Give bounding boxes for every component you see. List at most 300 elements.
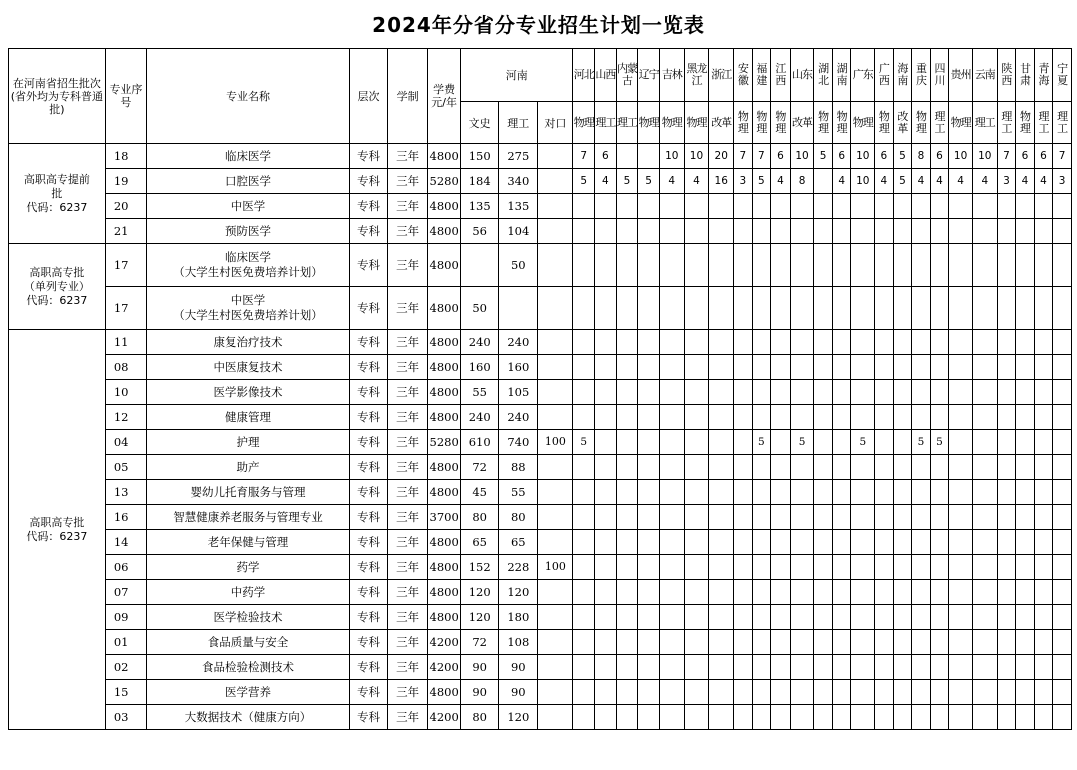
province-quota [1053, 605, 1072, 630]
province-quota [930, 244, 949, 287]
batch-line: 高职高专批 [29, 265, 85, 279]
level: 专科 [349, 287, 387, 330]
province-quota: 6 [875, 144, 894, 169]
major-name [147, 630, 350, 655]
province-quota [851, 605, 875, 630]
province-quota [875, 505, 894, 530]
province-quota [771, 219, 791, 244]
province-quota [912, 705, 931, 730]
province-quota [595, 430, 617, 455]
fee: 4800 [428, 219, 461, 244]
province-quota [709, 705, 734, 730]
major-name-text: 医学影像技术 [213, 384, 283, 399]
fee: 5280 [428, 430, 461, 455]
province-quota [814, 455, 833, 480]
province-quota: 6 [1016, 144, 1035, 169]
province-quota [709, 530, 734, 555]
enrollment-plan-table [8, 48, 1072, 730]
province-quota [684, 380, 709, 405]
province-quota [752, 505, 771, 530]
province-quota [709, 355, 734, 380]
province-quota [638, 555, 660, 580]
province-quota [595, 287, 617, 330]
province-quota [709, 380, 734, 405]
province-quota [638, 680, 660, 705]
major-name-text: 婴幼儿托育服务与管理 [190, 484, 306, 499]
province-quota [972, 405, 997, 430]
major-name-text: 食品检验检测技术 [201, 659, 294, 674]
province-quota [1034, 355, 1053, 380]
province-quota [573, 287, 595, 330]
province-quota: 6 [595, 144, 617, 169]
province-quota [595, 555, 617, 580]
major-seq: 06 [105, 555, 146, 580]
province-quota [972, 380, 997, 405]
province-quota [684, 430, 709, 455]
province-quota [814, 655, 833, 680]
province-quota [734, 330, 753, 355]
province-quota: 10 [790, 144, 814, 169]
province-quota [573, 405, 595, 430]
table-row [9, 505, 1072, 530]
major-name-text: 中药学 [230, 584, 266, 599]
province-quota [912, 330, 931, 355]
province-quota [1053, 455, 1072, 480]
province-quota [949, 194, 973, 219]
province-quota [972, 430, 997, 455]
level: 专科 [349, 530, 387, 555]
province-quota [1053, 219, 1072, 244]
henan-ligong: 80 [499, 505, 538, 530]
province-quota [912, 380, 931, 405]
province-quota [997, 330, 1016, 355]
henan-duikou [538, 605, 573, 630]
header-province: 湖北 [814, 49, 833, 102]
province-quota [1034, 405, 1053, 430]
page-title: 2024年分省分专业招生计划一览表 [372, 13, 705, 37]
province-quota [709, 655, 734, 680]
province-quota [949, 405, 973, 430]
province-quota [875, 580, 894, 605]
province-quota [616, 380, 638, 405]
province-quota [997, 355, 1016, 380]
province-quota [997, 380, 1016, 405]
province-quota [752, 405, 771, 430]
province-quota [997, 705, 1016, 730]
header-province: 内蒙古 [616, 49, 638, 102]
province-quota [832, 505, 851, 530]
province-quota [573, 605, 595, 630]
henan-wenshi: 152 [461, 555, 499, 580]
major-name-text: 药学 [236, 559, 260, 574]
henan-ligong [499, 287, 538, 330]
header-province: 江西 [771, 49, 791, 102]
major-seq: 12 [105, 405, 146, 430]
level: 专科 [349, 169, 387, 194]
province-quota [709, 330, 734, 355]
province-quota [684, 630, 709, 655]
years: 三年 [388, 380, 428, 405]
province-quota [1053, 580, 1072, 605]
province-quota [893, 244, 912, 287]
header-province: 重庆 [912, 49, 931, 102]
province-quota [1034, 505, 1053, 530]
province-quota [659, 405, 684, 430]
henan-wenshi: 80 [461, 505, 499, 530]
province-quota: 6 [832, 144, 851, 169]
years: 三年 [388, 194, 428, 219]
major-name-text: 临床医学 [224, 148, 271, 163]
header-province-subject: 物理 [734, 102, 753, 144]
province-quota [790, 380, 814, 405]
province-quota [638, 530, 660, 555]
province-quota [1053, 380, 1072, 405]
years: 三年 [388, 219, 428, 244]
province-quota [851, 705, 875, 730]
province-quota: 10 [972, 144, 997, 169]
major-name [147, 555, 350, 580]
province-quota [949, 505, 973, 530]
province-quota [875, 705, 894, 730]
province-quota [1034, 630, 1053, 655]
header-province-subject: 理工 [616, 102, 638, 144]
province-quota: 5 [912, 430, 931, 455]
province-quota [790, 505, 814, 530]
table-row [9, 455, 1072, 480]
province-quota [684, 219, 709, 244]
header-province-subject: 理工 [972, 102, 997, 144]
fee: 4800 [428, 330, 461, 355]
province-quota [790, 355, 814, 380]
province-quota [972, 287, 997, 330]
header-years: 学制 [388, 49, 428, 144]
province-quota [659, 287, 684, 330]
province-quota [638, 244, 660, 287]
province-quota [1053, 405, 1072, 430]
province-quota [972, 705, 997, 730]
table-row [9, 530, 1072, 555]
province-quota [912, 287, 931, 330]
fee: 4800 [428, 287, 461, 330]
province-quota [616, 430, 638, 455]
province-quota: 8 [790, 169, 814, 194]
province-quota [832, 480, 851, 505]
province-quota [997, 630, 1016, 655]
province-quota [832, 630, 851, 655]
province-quota: 7 [752, 144, 771, 169]
province-quota [893, 380, 912, 405]
province-quota [972, 194, 997, 219]
province-quota [595, 330, 617, 355]
header-province: 四川 [930, 49, 949, 102]
province-quota [912, 244, 931, 287]
province-quota [659, 505, 684, 530]
province-quota [851, 655, 875, 680]
province-quota [949, 705, 973, 730]
years: 三年 [388, 144, 428, 169]
batch-line: 高职高专提前 [23, 172, 90, 186]
province-quota [616, 705, 638, 730]
henan-ligong: 275 [499, 144, 538, 169]
header-province-subject: 物理 [912, 102, 931, 144]
province-quota [949, 430, 973, 455]
major-name [147, 380, 350, 405]
province-quota [752, 655, 771, 680]
henan-duikou [538, 680, 573, 705]
henan-wenshi: 135 [461, 194, 499, 219]
major-name-text: 中医学 [230, 293, 266, 307]
province-quota [814, 630, 833, 655]
province-quota [771, 244, 791, 287]
province-quota [790, 287, 814, 330]
province-quota [832, 244, 851, 287]
header-province-subject: 改革 [893, 102, 912, 144]
province-quota: 4 [949, 169, 973, 194]
province-quota [709, 244, 734, 287]
henan-wenshi: 184 [461, 169, 499, 194]
header-henan-col: 对口 [538, 102, 573, 144]
province-quota [814, 330, 833, 355]
province-quota [832, 219, 851, 244]
header-province: 海南 [893, 49, 912, 102]
province-quota: 5 [573, 169, 595, 194]
province-quota [659, 219, 684, 244]
province-quota [771, 330, 791, 355]
province-quota [616, 655, 638, 680]
province-quota [972, 680, 997, 705]
fee: 4800 [428, 455, 461, 480]
province-quota [734, 655, 753, 680]
batch-cell [9, 244, 106, 330]
province-quota: 4 [972, 169, 997, 194]
province-quota [790, 630, 814, 655]
province-quota [659, 430, 684, 455]
province-quota [1016, 655, 1035, 680]
province-quota [893, 655, 912, 680]
province-quota [930, 405, 949, 430]
major-seq: 15 [105, 680, 146, 705]
batch-line: 代码：6237 [26, 529, 88, 543]
province-quota [573, 655, 595, 680]
province-quota [875, 194, 894, 219]
province-quota [832, 405, 851, 430]
province-quota [930, 680, 949, 705]
header-province: 陕西 [997, 49, 1016, 102]
header-batch: 在河南省招生批次(省外均为专科普通批) [9, 49, 106, 144]
province-quota [573, 219, 595, 244]
province-quota [659, 655, 684, 680]
major-name [147, 144, 350, 169]
henan-wenshi: 72 [461, 455, 499, 480]
henan-ligong: 160 [499, 355, 538, 380]
province-quota [997, 219, 1016, 244]
header-province-subject: 物理 [573, 102, 595, 144]
major-seq: 21 [105, 219, 146, 244]
fee: 4200 [428, 705, 461, 730]
province-quota [1016, 580, 1035, 605]
header-province-subject: 物理 [771, 102, 791, 144]
henan-wenshi: 610 [461, 430, 499, 455]
province-quota [832, 655, 851, 680]
level: 专科 [349, 705, 387, 730]
province-quota [930, 655, 949, 680]
province-quota [659, 480, 684, 505]
province-quota [1034, 480, 1053, 505]
province-quota [972, 355, 997, 380]
henan-ligong: 90 [499, 680, 538, 705]
province-quota [638, 580, 660, 605]
province-quota [893, 219, 912, 244]
province-quota [659, 194, 684, 219]
major-name [147, 455, 350, 480]
table-row [9, 330, 1072, 355]
henan-duikou [538, 655, 573, 680]
province-quota [851, 630, 875, 655]
province-quota [734, 630, 753, 655]
province-quota [814, 169, 833, 194]
province-quota [1016, 455, 1035, 480]
years: 三年 [388, 455, 428, 480]
province-quota: 4 [659, 169, 684, 194]
header-province-subject: 理工 [930, 102, 949, 144]
province-quota [709, 405, 734, 430]
province-quota: 5 [930, 430, 949, 455]
province-quota [912, 194, 931, 219]
table-row [9, 580, 1072, 605]
province-quota [930, 630, 949, 655]
province-quota [930, 705, 949, 730]
province-quota: 10 [659, 144, 684, 169]
province-quota: 8 [912, 144, 931, 169]
province-quota [790, 555, 814, 580]
fee: 4800 [428, 244, 461, 287]
header-province-subject: 物理 [814, 102, 833, 144]
table-row [9, 144, 1072, 169]
major-name [147, 480, 350, 505]
major-name [147, 194, 350, 219]
province-quota [709, 194, 734, 219]
province-quota: 6 [930, 144, 949, 169]
province-quota [930, 480, 949, 505]
province-quota [1034, 530, 1053, 555]
henan-ligong: 240 [499, 405, 538, 430]
major-name-text: 助产 [236, 459, 260, 474]
years: 三年 [388, 680, 428, 705]
fee: 4800 [428, 380, 461, 405]
header-major: 专业名称 [147, 49, 350, 144]
header-province: 山东 [790, 49, 814, 102]
province-quota [949, 655, 973, 680]
province-quota: 4 [771, 169, 791, 194]
province-quota [709, 555, 734, 580]
province-quota [997, 505, 1016, 530]
henan-duikou [538, 580, 573, 605]
level: 专科 [349, 194, 387, 219]
province-quota [709, 680, 734, 705]
province-quota [1053, 530, 1072, 555]
province-quota [875, 405, 894, 430]
henan-ligong: 65 [499, 530, 538, 555]
major-name [147, 219, 350, 244]
province-quota [573, 480, 595, 505]
province-quota [1016, 705, 1035, 730]
province-quota [972, 655, 997, 680]
province-quota [659, 244, 684, 287]
province-quota [752, 480, 771, 505]
province-quota [771, 605, 791, 630]
province-quota [734, 244, 753, 287]
years: 三年 [388, 430, 428, 455]
major-name-text: 预防医学 [224, 223, 271, 238]
province-quota [912, 355, 931, 380]
province-quota [893, 605, 912, 630]
province-quota [949, 630, 973, 655]
province-quota [573, 355, 595, 380]
province-quota [949, 219, 973, 244]
batch-cell [9, 144, 106, 244]
province-quota [875, 287, 894, 330]
province-quota: 4 [684, 169, 709, 194]
years: 三年 [388, 355, 428, 380]
province-quota [595, 505, 617, 530]
province-quota [684, 194, 709, 219]
province-quota [851, 380, 875, 405]
province-quota [832, 455, 851, 480]
henan-wenshi: 150 [461, 144, 499, 169]
fee: 5280 [428, 169, 461, 194]
province-quota [930, 380, 949, 405]
province-quota [734, 530, 753, 555]
table-row [9, 355, 1072, 380]
henan-duikou [538, 287, 573, 330]
level: 专科 [349, 630, 387, 655]
province-quota [790, 194, 814, 219]
province-quota [659, 330, 684, 355]
table-row [9, 555, 1072, 580]
province-quota [893, 555, 912, 580]
province-quota [997, 287, 1016, 330]
major-seq: 14 [105, 530, 146, 555]
province-quota [949, 580, 973, 605]
henan-duikou [538, 405, 573, 430]
province-quota [573, 705, 595, 730]
province-quota [734, 405, 753, 430]
province-quota [790, 705, 814, 730]
province-quota [1016, 380, 1035, 405]
province-quota [1034, 455, 1053, 480]
header-province: 湖南 [832, 49, 851, 102]
major-name-text: 智慧健康养老服务与管理专业 [173, 509, 323, 524]
province-quota [616, 505, 638, 530]
province-quota [893, 455, 912, 480]
henan-wenshi: 56 [461, 219, 499, 244]
major-name [147, 405, 350, 430]
province-quota: 4 [875, 169, 894, 194]
province-quota [659, 380, 684, 405]
header-province: 浙江 [709, 49, 734, 102]
level: 专科 [349, 405, 387, 430]
major-seq: 18 [105, 144, 146, 169]
henan-duikou [538, 630, 573, 655]
province-quota [573, 330, 595, 355]
province-quota [573, 194, 595, 219]
province-quota [851, 530, 875, 555]
table-row [9, 219, 1072, 244]
major-name [147, 605, 350, 630]
province-quota [709, 505, 734, 530]
province-quota [832, 705, 851, 730]
province-quota [851, 244, 875, 287]
